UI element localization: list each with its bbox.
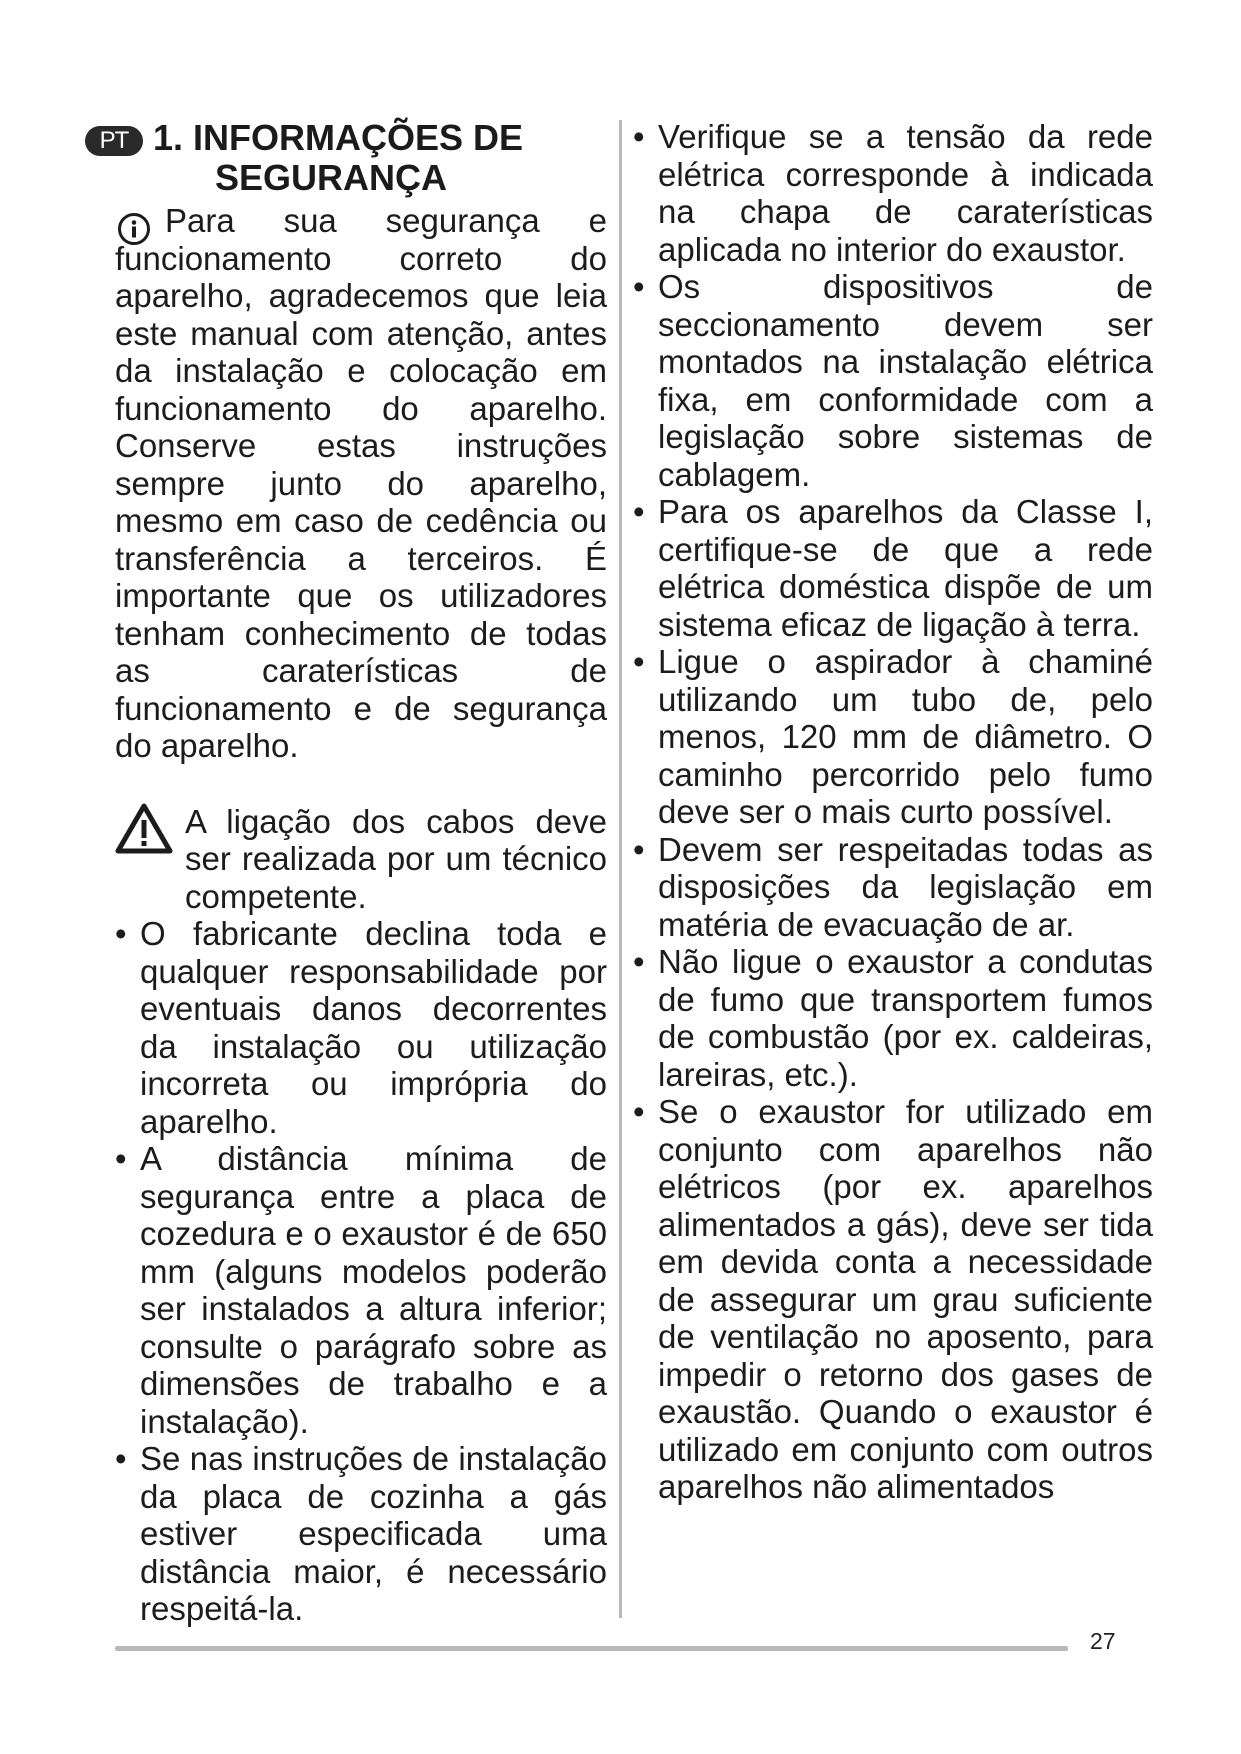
intro-block [115, 202, 607, 765]
heading-line-2: SEGURANÇA [215, 157, 448, 198]
bullet-symbol: • [115, 915, 127, 952]
list-item-text: O fabricante declina toda e qualquer responsabilidade por eventuais danos decorrentes da instalação ou utilização incorreta ou imprópria do aparelho. [140, 915, 607, 1140]
right-column [633, 118, 1153, 1506]
list-item-text: Os dispositivos de seccionamento devem ser montados na instalação elétrica fixa, em conformidade com a legislação sobre sistemas de cablagem. [658, 268, 1153, 493]
bullet-symbol: • [633, 493, 645, 530]
bullet-symbol: • [115, 1440, 127, 1477]
bullet-symbol: • [115, 1140, 127, 1177]
list-item [633, 943, 1153, 1093]
list-item [633, 1093, 1153, 1506]
left-column [99, 117, 607, 1628]
column-divider [619, 120, 622, 1618]
list-item [115, 915, 607, 1140]
section-heading [99, 117, 607, 198]
list-item [115, 1140, 607, 1440]
list-item-text: Verifique se a tensão da rede elétrica corresponde à indicada na chapa de caraterísticas aplicada no interior do exaustor. [658, 118, 1153, 268]
list-item-text: A distância mínima de segurança entre a placa de cozedura e o exaustor é de 650 mm (alguns modelos poderão ser instalados a altura inferior; consulte o parágrafo sobre as dimensões de trabalho e a instalação). [140, 1140, 607, 1440]
bullet-symbol: • [633, 643, 645, 680]
list-item-text: Não ligue o exaustor a condutas de fumo que transportem fumos de combustão (por ex. caldeiras, lareiras, etc.). [658, 943, 1153, 1093]
list-item [633, 493, 1153, 643]
list-item [633, 831, 1153, 944]
list-item-text: Se o exaustor for utilizado em conjunto com aparelhos não elétricos (por ex. aparelhos alimentados a gás), deve ser tida em devida conta a necessidade de assegurar um grau suficiente de ventilação no aposento, para impedir o retorno dos gases de exaustão. Quando o exaustor é utilizado em conjunto com outros aparelhos não alimentados [658, 1093, 1153, 1505]
warning-text: A ligação dos cabos deve ser realizada por um técnico competente. [185, 802, 607, 915]
warning-triangle-icon [115, 803, 173, 855]
heading-line-1: 1. INFORMAÇÕES DE [153, 117, 524, 158]
bullet-symbol: • [633, 118, 645, 155]
page-number: 27 [1090, 1628, 1116, 1654]
list-item [633, 268, 1153, 493]
list-item [115, 1440, 607, 1628]
bullet-symbol: • [633, 830, 645, 868]
language-badge: PT [85, 126, 143, 156]
footer-rule [115, 1646, 1068, 1651]
list-item [633, 643, 1153, 831]
list-item-text: Devem ser respeitadas todas as disposições da legislação em matéria de evacuação de ar. [658, 830, 1153, 943]
bullet-symbol: • [633, 268, 645, 305]
list-item-text: Se nas instruções de instalação da placa de cozinha a gás estiver especificada uma distância maior, é necessário respeitá-la. [140, 1440, 607, 1627]
right-bullet-list [633, 118, 1153, 1506]
info-icon [117, 212, 151, 246]
intro-text: Para sua segurança e funcionamento correto do aparelho, agradecemos que leia este manual com atenção, antes da instalação e colocação em funcionamento do aparelho. Conserve estas instruções sempre junto do aparelho, mesmo em caso de cedência ou transferência a terceiros. É importante que os utilizadores tenham conhecimento de todas as caraterísticas de funcionamento e de segurança do aparelho. [115, 202, 607, 764]
list-item [633, 118, 1153, 268]
bullet-symbol: • [633, 943, 645, 980]
list-item-text: Para os aparelhos da Classe I, certifique-se de que a rede elétrica doméstica dispõe de um sistema eficaz de ligação à terra. [658, 493, 1153, 643]
left-bullet-list [115, 915, 607, 1628]
warning-block [115, 803, 607, 916]
bullet-symbol: • [633, 1093, 645, 1130]
list-item-text: Ligue o aspirador à chaminé utilizando um tubo de, pelo menos, 120 mm de diâmetro. O caminho percorrido pelo fumo deve ser o mais curto possível. [658, 643, 1153, 830]
